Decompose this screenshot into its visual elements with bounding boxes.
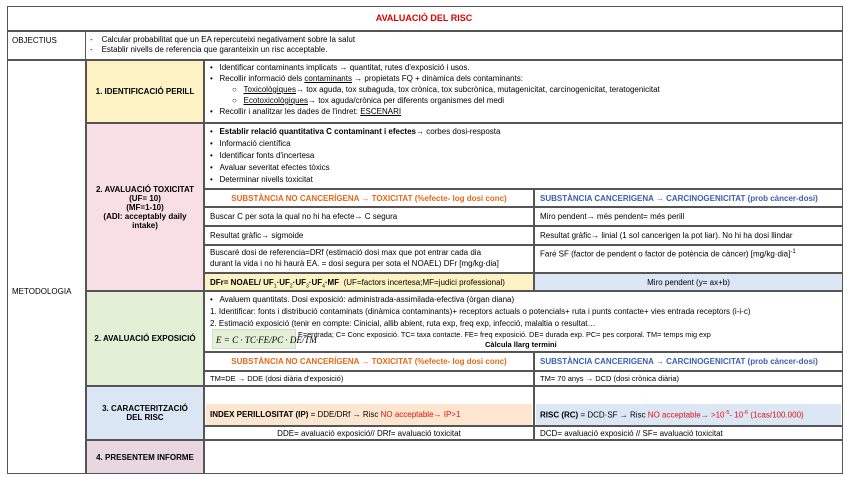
objective-item: - Calcular probabilitat que un EA repercuteixi negativament sobre la salut	[90, 35, 356, 44]
hazard-index-text: INDEX PERILLOSITAT (IP) = DDE/DRf → Risc NO acceptable→ IP>1	[210, 410, 461, 419]
sub-bullet-item: ○ Toxicològiques→ tox aguda, tox subaguda, tox crònica, tox subcrònica, mutagenicitat, carcinogenicitat, teratogenicitat	[232, 85, 660, 94]
methodology-label: METODOLOGIA	[12, 287, 72, 296]
bullet-item: • Identificar fonts d'incertesa	[210, 151, 315, 160]
dde-text: TM=DE → DDE (dosi diària d'exposició)	[210, 374, 344, 383]
numbered-item: 2. Estimació exposició (tenir en compte: Cinicial, allib abient, ruta exp, freq exp, infecció, malaltia o resultat…	[210, 319, 596, 328]
mf-note: (MF=1-10)	[126, 202, 164, 212]
sub-bullet-item: ○ Ecotoxicològiques→ tox aguda/crònica per diferents organismes del medi	[232, 96, 505, 105]
tox-r2-left-text: Resultat gràfic→ sigmoide	[210, 231, 304, 240]
long-term-note: Càlcula llarg termini	[485, 340, 557, 349]
tox-r3-left-line2: durant la vida i no hi haurà EA. = dosi segura per sota el NOAEL) DFr [mg/kg·dia]	[210, 259, 499, 268]
carcinogenic-header: SUBSTÀNCIA CANCERIGENA → CARCINOGENICITAT (prob càncer-dosi)	[540, 194, 818, 203]
non-carcinogenic-header: SUBSTÀNCIA NO CANCERÍGENA → TOXICITAT (%efecte- log dosi conc)	[231, 194, 507, 203]
risk-rc-text: RISC (RC) = DCD·SF → Risc NO acceptable→ $>10^{-5}-$ $10^{-6}$ (1cas/100.000)	[540, 410, 804, 420]
bullet-item: • Establir relació quantitativa C contaminant i efectes→ corbes dosi-resposta	[210, 127, 501, 136]
section-identification	[86, 60, 204, 123]
bullet-item: • Avaluar severitat efectes tòxics	[210, 163, 330, 172]
bullet-item: • Avaluem quantitats. Dosi exposició: administrada-assimilada-efectiva (òrgan diana)	[210, 295, 515, 304]
non-carcinogenic-header: SUBSTÀNCIA NO CANCERÍGENA → TOXICITAT (%efecte- log dosi conc)	[231, 357, 507, 366]
methodology-label-cell	[7, 60, 86, 474]
tox-r3-right-text: Faré SF (factor de pendent o factor de potència de càncer) $[mg/kg\cdot dia]^{-1}$	[540, 249, 796, 259]
section-toxicity	[86, 123, 204, 291]
tox-r1-left-text: Buscar C per sota la qual no hi ha efecte→ C segura	[210, 212, 398, 221]
numbered-item: 1. Identificar: fonts i distribució contaminats (dinàmica contaminants)+ receptors actuals o potencials+ ruta i punts contacte+ vies entrada receptors (i-i-c)	[210, 307, 751, 316]
carcinogenic-header: SUBSTÀNCIA CANCERIGENA → CARCINOGENICITAT (prob càncer-dosi)	[540, 357, 818, 366]
section-report-label: 4. PRESENTEM INFORME	[96, 452, 194, 462]
formula-legend: E=entrada; C= Conc exposició. TC= taxa contacte. FE= freq exposició. DE= durada exp. PC= pes corporal. TM= temps mig exp	[298, 330, 711, 339]
report-content	[204, 440, 843, 474]
uf-note: (UF= 10)	[129, 193, 161, 203]
section-characterization-label: 3. CARACTERITZACIÓ DEL RISC	[102, 404, 188, 422]
section-exposure-label: 2. AVALUACIÓ EXPOSICIÓ	[94, 334, 196, 343]
dfr-formula: DFr= NOAEL/ $UF_1\cdot UF_2\cdot UF_3\cdot UF_4\cdot MF$ (UF=factors incertesa;MF=judici professional)	[210, 278, 505, 290]
slope-note: Miro pendent (y= ax+b)	[647, 278, 730, 287]
bullet-item: • Recollir informació dels contaminants → propietats FQ + dinàmica dels contaminants:	[210, 74, 523, 83]
objective-item: - Establir nivells de referencia que garanteixin un risc acceptable.	[90, 45, 328, 54]
objectives-label: OBJECTIUS	[12, 36, 57, 45]
section-characterization	[86, 386, 204, 440]
tox-r3-left-line1: Buscaré dosi de referencia=DRf (estimació dosi max que pot entrar cada dia	[210, 248, 482, 257]
bullet-item: • Determinar nivells toxicitat	[210, 175, 313, 184]
dcd-text: TM= 70 anys → DCD (dosi crònica diària)	[540, 374, 680, 383]
section-exposure	[86, 291, 204, 386]
char-note-left-text: DDE= avaluació exposició// DRf= avaluació toxicitat	[277, 429, 461, 438]
section-toxicity-label: 2. AVALUACIÓ TOXICITAT	[95, 184, 195, 194]
tox-r1-right-text: Miro pendent→ més pendent= més perill	[540, 212, 685, 221]
char-note-right-text: DCD= avaluació exposició // SF= avaluació toxicitat	[540, 429, 723, 438]
adi-note: (ADI: acceptably daily intake)	[103, 211, 187, 230]
section-identification-label: 1. IDENTIFICACIÓ PERILL	[95, 87, 195, 96]
bullet-item: • Identificar contaminants implicats → quantitat, rutes d'exposició i usos.	[210, 63, 470, 72]
exposure-formula: E = C · TC·FE/PC · DE/TM	[216, 335, 317, 345]
section-report	[86, 440, 204, 474]
bullet-item: • Recollir i analitzar les dades de l'indret: ESCENARI	[210, 107, 402, 116]
bullet-item: • Informació científica	[210, 139, 291, 148]
page-title: AVALUACIÓ DEL RISC	[375, 13, 473, 23]
tox-r2-right-text: Resultat gràfic→ linial (1 sol cancerigen la pot liar). No hi ha dosi llindar	[540, 231, 793, 240]
